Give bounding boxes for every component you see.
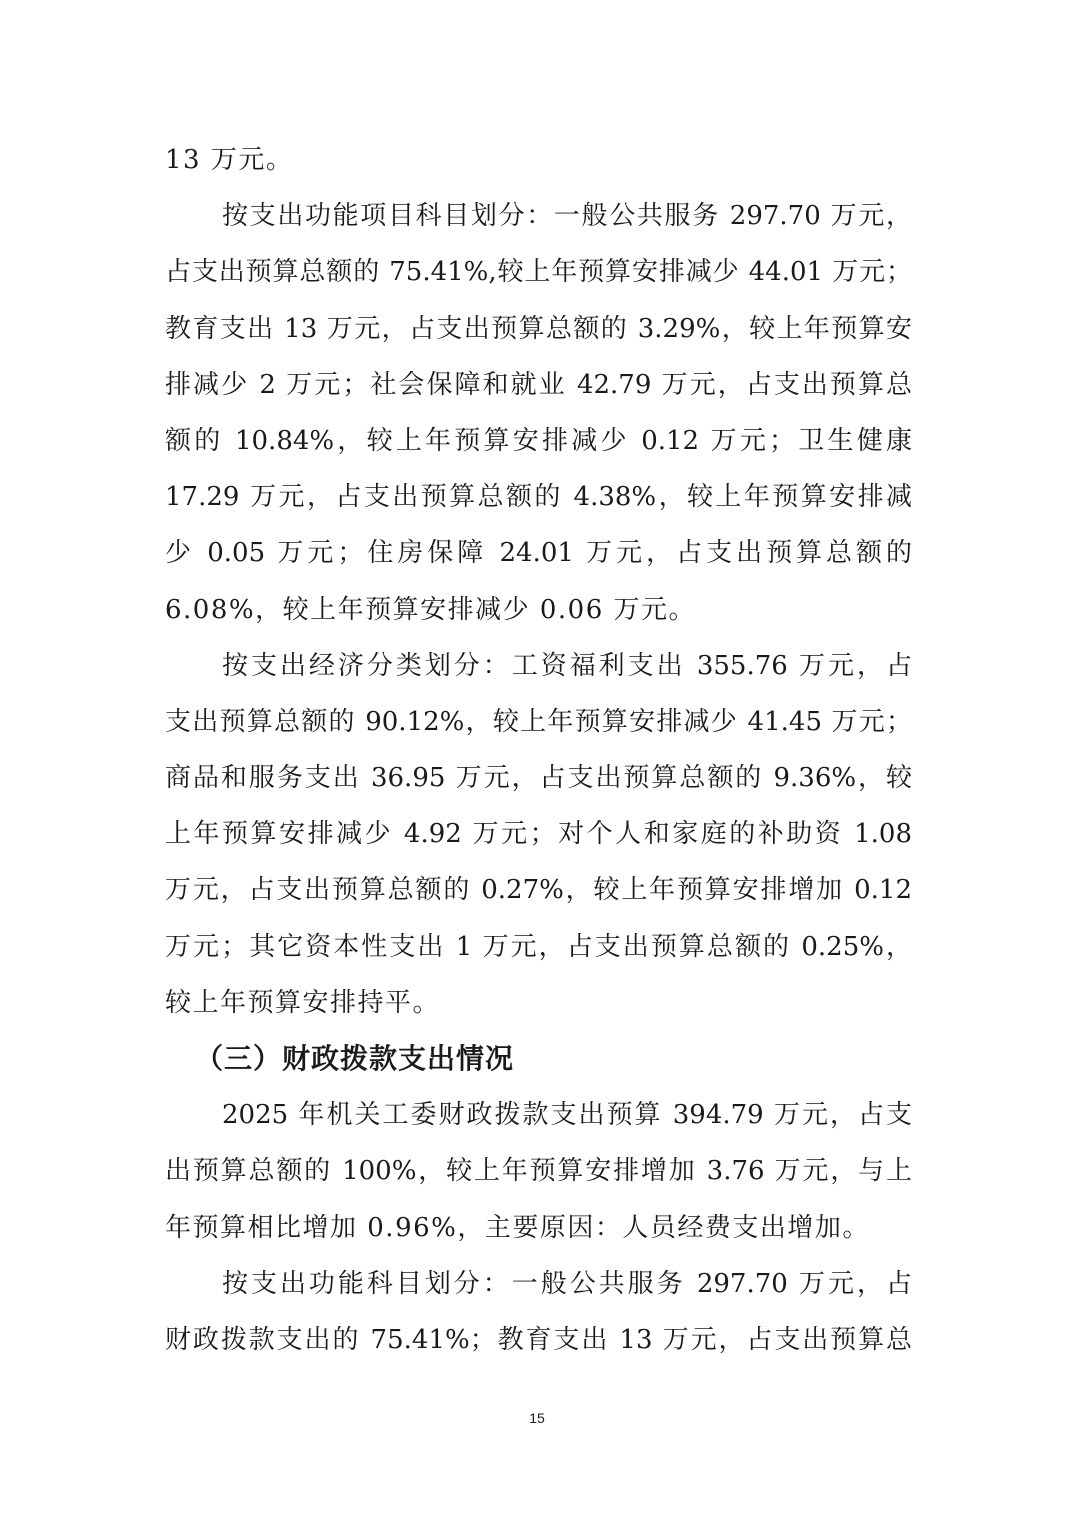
text-line: 财政拨款支出的 75.41%；教育支出 13 万元，占支出预算总 (165, 1324, 912, 1355)
text-line: 万元；其它资本性支出 1 万元，占支出预算总额的 0.25%， (165, 931, 912, 962)
text-line: 按支出功能科目划分：一般公共服务 297.70 万元，占 (222, 1268, 912, 1299)
text-line: 2025 年机关工委财政拨款支出预算 394.79 万元，占支 (222, 1100, 912, 1131)
section-heading: （三）财政拨款支出情况 (195, 1042, 515, 1075)
text-line: 少 0.05 万元；住房保障 24.01 万元，占支出预算总额的 (165, 538, 912, 569)
text-line: 上年预算安排减少 4.92 万元；对个人和家庭的补助资 1.08 (165, 819, 912, 850)
paragraph-function-classification (165, 188, 912, 638)
text-line: 商品和服务支出 36.95 万元，占支出预算总额的 9.36%，较 (165, 763, 912, 794)
paragraph-appropriation-function (165, 1256, 912, 1368)
text-line: 排减少 2 万元；社会保障和就业 42.79 万元，占支出预算总 (165, 369, 912, 400)
text-line: 13 万元。 (165, 145, 294, 175)
text-line: 6.08%，较上年预算安排减少 0.06 万元。 (165, 594, 697, 625)
text-line: 额的 10.84%，较上年预算安排减少 0.12 万元；卫生健康 (165, 425, 912, 456)
text-line: 17.29 万元，占支出预算总额的 4.38%，较上年预算安排减 (165, 482, 912, 513)
text-line: 万元，占支出预算总额的 0.27%，较上年预算安排增加 0.12 (165, 875, 912, 906)
text-line: 较上年预算安排持平。 (165, 987, 441, 1018)
page-number: 15 (529, 1410, 545, 1426)
text-line: 教育支出 13 万元，占支出预算总额的 3.29%，较上年预算安 (165, 313, 912, 344)
text-line: 出预算总额的 100%，较上年预算安排增加 3.76 万元，与上 (165, 1156, 912, 1187)
text-line: 按支出经济分类划分：工资福利支出 355.76 万元，占 (222, 650, 912, 681)
text-line: 占支出预算总额的 75.41%,较上年预算安排减少 44.01 万元； (165, 257, 912, 288)
text-line: 支出预算总额的 90.12%，较上年预算安排减少 41.45 万元； (165, 706, 912, 737)
paragraph-fiscal-appropriation (165, 1087, 912, 1256)
text-line: 年预算相比增加 0.96%，主要原因：人员经费支出增加。 (165, 1212, 870, 1243)
paragraph-economic-classification (165, 638, 912, 1031)
page-body (165, 132, 912, 1368)
paragraph-continuation (165, 132, 912, 188)
text-line: 按支出功能项目科目划分：一般公共服务 297.70 万元， (222, 201, 912, 232)
